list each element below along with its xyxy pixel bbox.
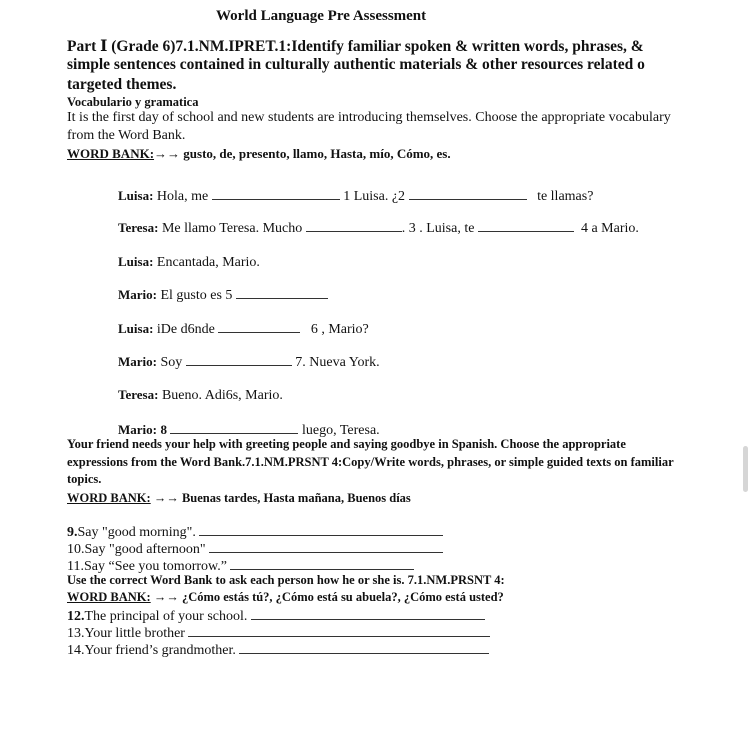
word-bank-items: →→ Buenas tardes, Hasta mañana, Buenos días — [150, 491, 411, 505]
dialogue-line-3 — [118, 254, 260, 271]
question-text: 14.Your friend’s grandmother. — [67, 643, 236, 658]
answer-line-12[interactable] — [251, 607, 485, 620]
question-12 — [67, 607, 485, 625]
answer-line-14[interactable] — [239, 641, 489, 654]
word-bank-items: →→ ¿Cómo estás tú?, ¿Cómo está su abuela?, ¿Cómo está usted? — [150, 590, 504, 604]
dialogue-text: te llamas? — [537, 189, 594, 204]
question-number: 12. — [67, 609, 85, 624]
word-bank-3 — [67, 590, 504, 605]
part-heading-line-3: targeted themes. — [67, 76, 177, 93]
answer-blank-2[interactable] — [409, 187, 527, 200]
section-subtitle: Vocabulario y gramatica — [67, 95, 199, 109]
section3-instructions: Use the correct Word Bank to ask each person how he or she is. 7.1.NM.PRSNT 4: — [67, 573, 505, 587]
section2-instructions-line-1: Your friend needs your help with greeting people and saying goodbye in Spanish. Choose the appropriate — [67, 437, 626, 451]
dialogue-text: 6 , Mario? — [310, 322, 369, 337]
answer-blank-5[interactable] — [236, 286, 328, 299]
section2-instructions-line-2: expressions from the Word Bank.7.1.NM.PRSNT 4:Copy/Write words, phrases, or simple guided texts on familiar — [67, 455, 674, 469]
speaker: Mario: — [118, 422, 157, 437]
word-bank-2 — [67, 491, 411, 506]
answer-line-10[interactable] — [209, 540, 443, 553]
dialogue-text: Me llamo Teresa. Mucho — [161, 221, 303, 236]
question-14 — [67, 641, 489, 659]
dialogue-text: 4 a Mario. — [580, 221, 639, 236]
dialogue-line-4 — [118, 286, 328, 304]
section1-instructions-line-1: It is the first day of school and new students are introducing themselves. Choose the appropriate vocabulary — [67, 110, 671, 125]
part-heading-line-1: Part Ⅰ (Grade 6)7.1.NM.IPRET.1:Identify familiar spoken & written words, phrases, & — [67, 38, 644, 55]
answer-blank-4[interactable] — [478, 219, 574, 232]
document-title: World Language Pre Assessment — [216, 8, 427, 24]
question-9 — [67, 523, 443, 541]
speaker: Mario: — [118, 287, 157, 302]
answer-blank-6[interactable] — [218, 320, 300, 333]
dialogue-line-2 — [118, 219, 639, 237]
word-bank-1 — [67, 146, 451, 162]
answer-blank-1[interactable] — [212, 187, 340, 200]
answer-line-11[interactable] — [230, 557, 414, 570]
question-text: Say "good morning". — [77, 525, 196, 540]
question-text: 11.Say “See you tomorrow.” — [67, 559, 227, 574]
question-text: 10.Say "good afternoon" — [67, 542, 206, 557]
dialogue-line-6 — [118, 353, 380, 371]
dialogue-text: iDe d6nde — [156, 322, 215, 337]
word-bank-items: →→ gusto, de, presento, llamo, Hasta, mío, Cómo, es. — [154, 146, 451, 161]
dialogue-text: Encantada, Mario. — [156, 255, 260, 270]
speaker: Teresa: — [118, 387, 159, 402]
dialogue-text: . 3 . Luisa, te — [401, 221, 475, 236]
answer-blank-8[interactable] — [170, 421, 298, 434]
speaker: Luisa: — [118, 188, 154, 203]
speaker: Luisa: — [118, 321, 154, 336]
word-bank-label: WORD BANK: — [67, 146, 155, 161]
section1-instructions-line-2: from the Word Bank. — [67, 128, 186, 143]
dialogue-text: Soy — [160, 355, 183, 370]
dialogue-text: Bueno. Adi6s, Mario. — [161, 388, 283, 403]
scrollbar-thumb[interactable] — [743, 446, 748, 492]
dialogue-line-7 — [118, 387, 283, 404]
question-13 — [67, 624, 490, 642]
part-heading-line-2: simple sentences contained in culturally authentic materials & other resources related o — [67, 56, 645, 73]
dialogue-text: 1 Luisa. ¿2 — [343, 189, 406, 204]
question-number: 9. — [67, 525, 78, 540]
dialogue-line-5 — [118, 320, 369, 338]
speaker: Mario: — [118, 354, 157, 369]
answer-blank-3[interactable] — [306, 219, 402, 232]
answer-line-9[interactable] — [199, 523, 443, 536]
dialogue-text: 7. Nueva York. — [295, 355, 380, 370]
section2-instructions-line-3: topics. — [67, 472, 102, 486]
dialogue-line-1 — [118, 187, 593, 205]
speaker: Luisa: — [118, 254, 154, 269]
word-bank-label: WORD BANK: — [67, 491, 151, 505]
question-text: 13.Your little brother — [67, 626, 185, 641]
dialogue-text: Hola, me — [156, 189, 209, 204]
word-bank-label: WORD BANK: — [67, 590, 151, 604]
dialogue-text: luego, Teresa. — [301, 423, 380, 438]
answer-line-13[interactable] — [188, 624, 490, 637]
question-number: 8 — [160, 422, 167, 437]
dialogue-text: El gusto es 5 — [160, 288, 233, 303]
speaker: Teresa: — [118, 220, 159, 235]
question-text: The principal of your school. — [84, 609, 248, 624]
question-10 — [67, 540, 443, 558]
answer-blank-7[interactable] — [186, 353, 292, 366]
